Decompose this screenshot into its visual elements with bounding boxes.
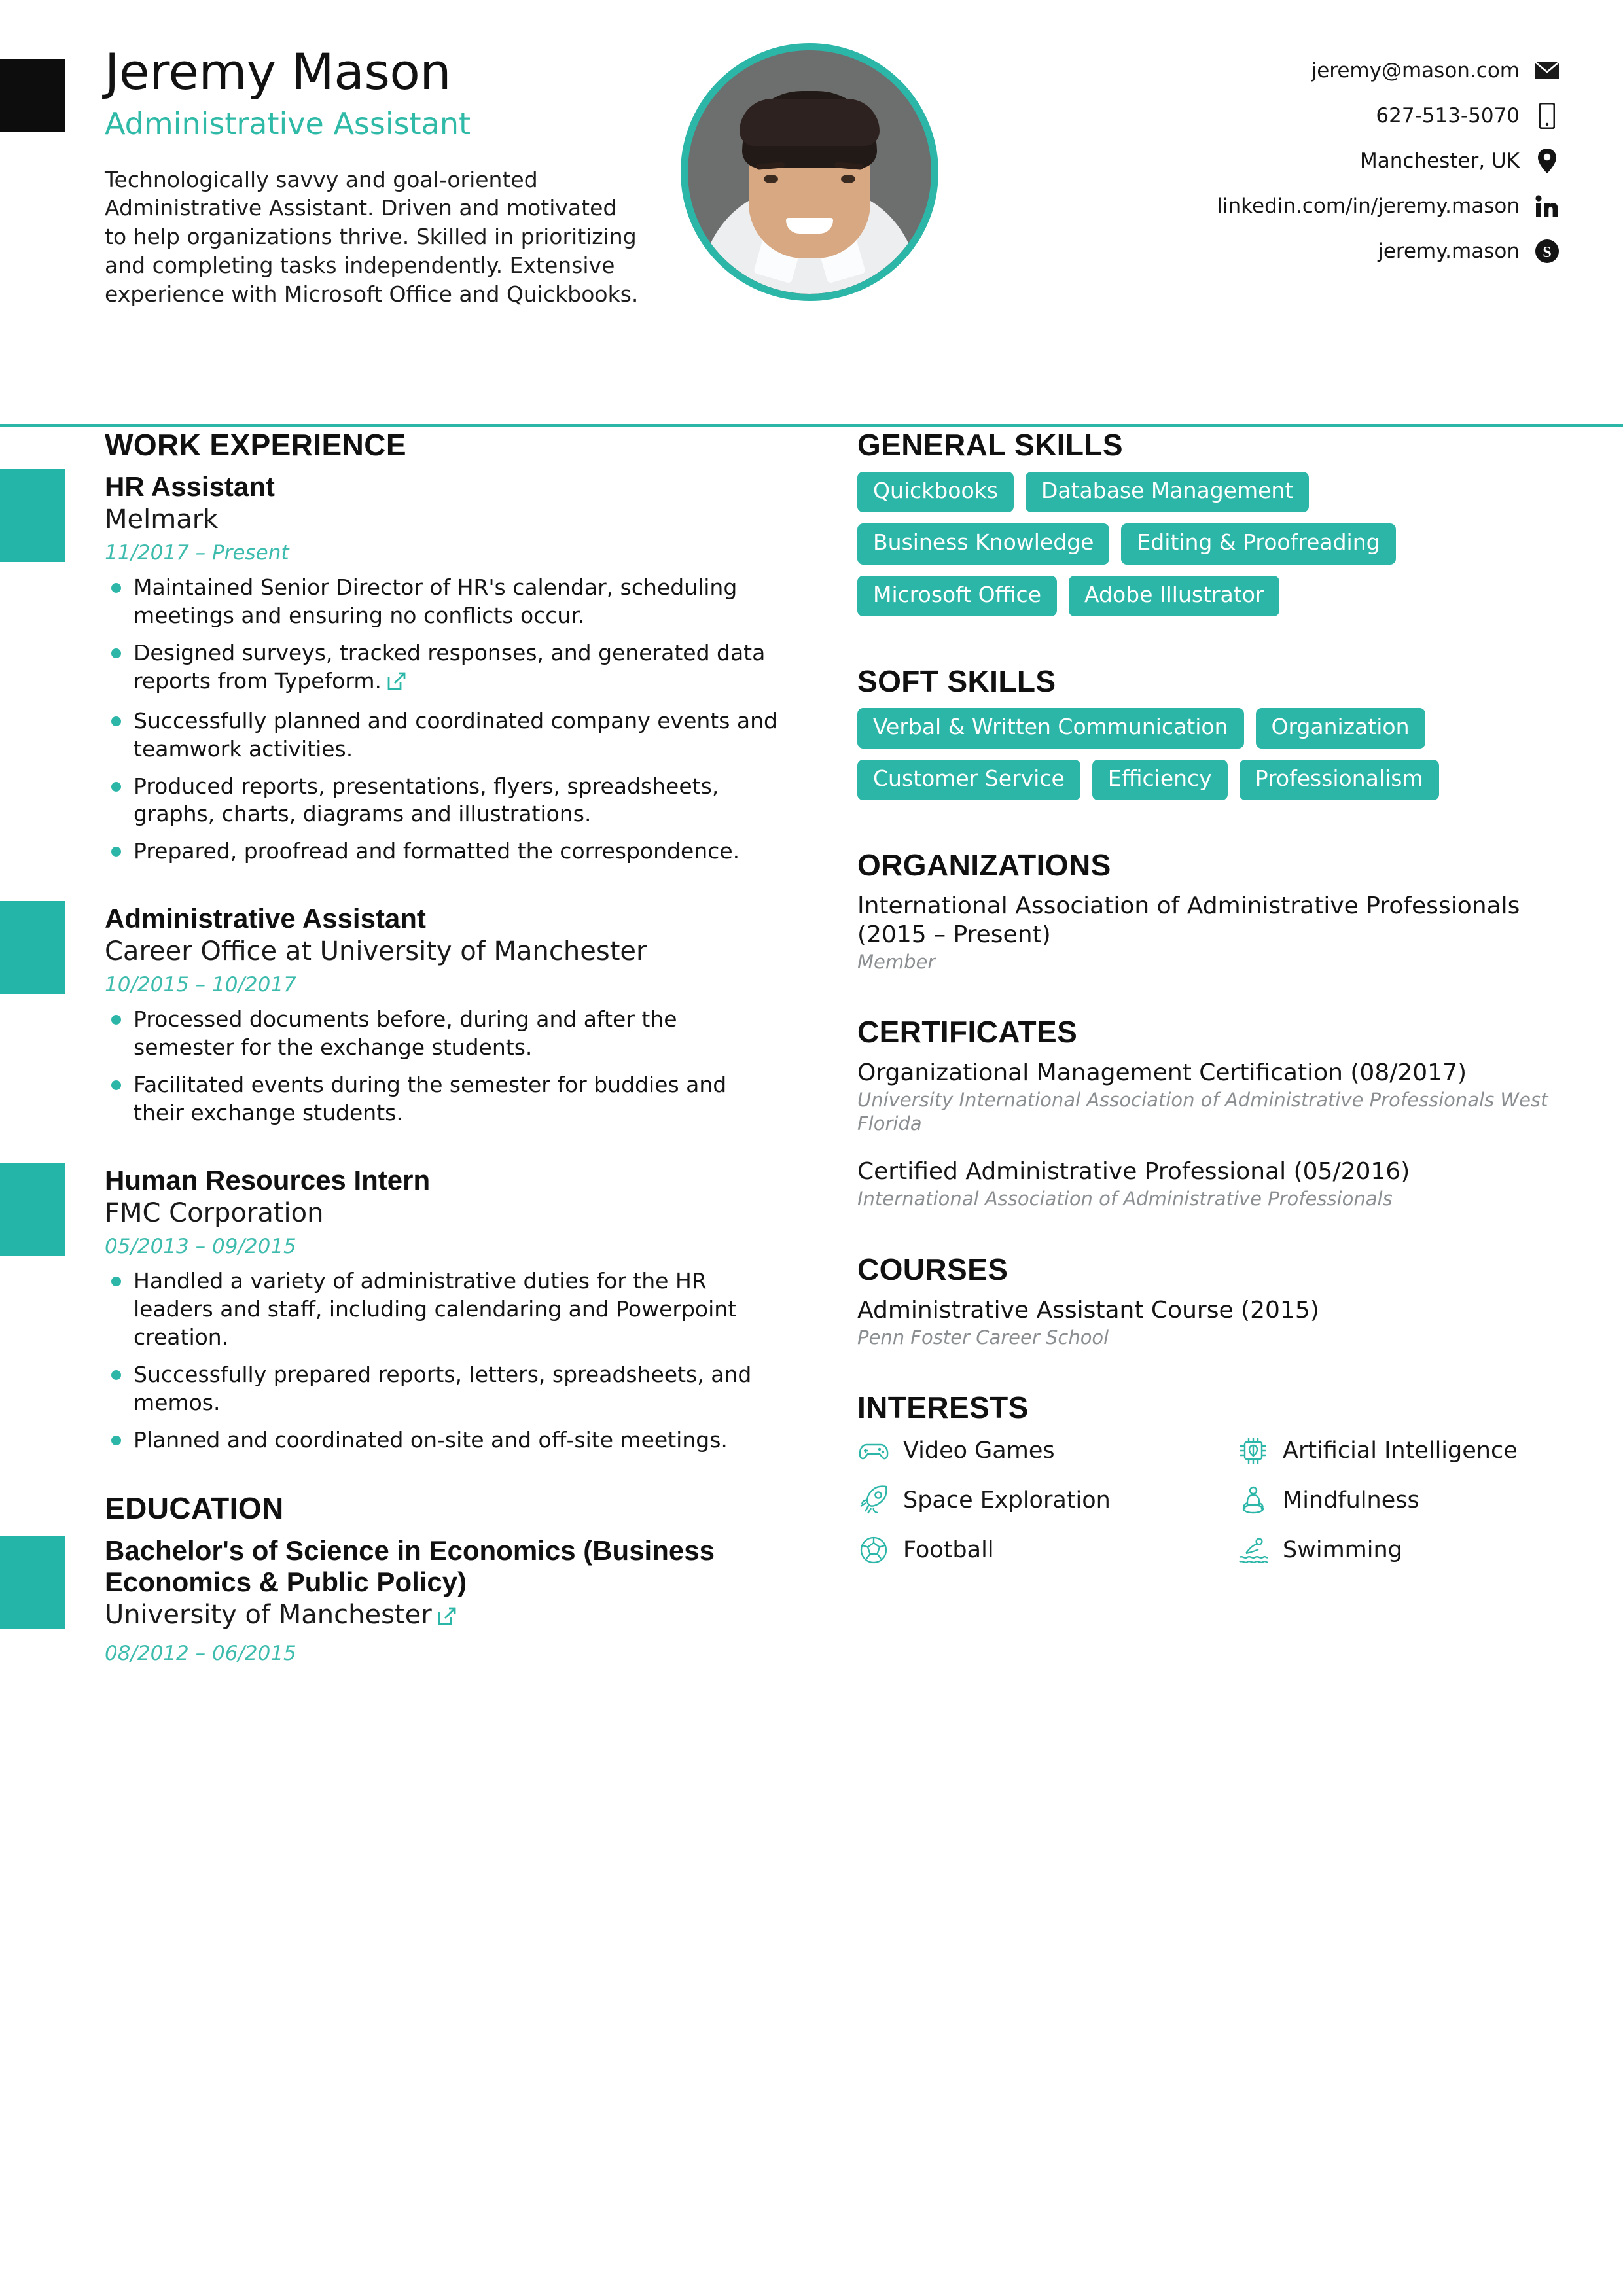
bullet-text: Facilitated events during the semester for buddies and their exchange students. bbox=[134, 1072, 727, 1126]
list-item bbox=[105, 639, 779, 698]
skill-tag[interactable]: Microsoft Office bbox=[857, 576, 1057, 616]
contact-item-email[interactable] bbox=[1217, 56, 1560, 85]
work-entry bbox=[105, 904, 779, 1127]
bullet-text: Successfully planned and coordinated company events and teamwork activities. bbox=[134, 707, 777, 762]
skill-tag[interactable]: Customer Service bbox=[857, 760, 1080, 800]
header-black-tab bbox=[0, 59, 65, 132]
skill-tag[interactable]: Editing & Proofreading bbox=[1121, 523, 1395, 564]
contact-email-text: jeremy@mason.com bbox=[1311, 59, 1520, 82]
contact-list bbox=[1217, 56, 1560, 282]
skill-tag[interactable]: Database Management bbox=[1026, 472, 1309, 512]
skill-tag[interactable]: Professionalism bbox=[1240, 760, 1439, 800]
section-title-courses: COURSES bbox=[857, 1252, 1008, 1286]
course-provider: Penn Foster Career School bbox=[857, 1326, 1109, 1349]
skill-tag[interactable]: Efficiency bbox=[1092, 760, 1228, 800]
work-dates: 10/2015 – 10/2017 bbox=[105, 973, 296, 997]
avatar bbox=[681, 43, 938, 301]
bullet-text: Maintained Senior Director of HR's calendar, scheduling meetings and ensuring no conflicts occur. bbox=[134, 574, 738, 629]
general-skills-tags bbox=[857, 472, 1551, 616]
contact-item-skype[interactable] bbox=[1217, 237, 1560, 266]
envelope-icon bbox=[1534, 58, 1560, 84]
resume-body bbox=[0, 427, 1623, 2296]
work-bullets bbox=[105, 574, 779, 866]
interest-item bbox=[1237, 1484, 1551, 1517]
course-name: Administrative Assistant Course (2015) bbox=[857, 1296, 1319, 1324]
list-item bbox=[105, 1006, 779, 1062]
skill-tag[interactable]: Quickbooks bbox=[857, 472, 1014, 512]
section-title-general-skills: GENERAL SKILLS bbox=[857, 428, 1124, 462]
certificate-issuer: International Association of Administrative Professionals bbox=[857, 1188, 1393, 1210]
education-school-text: University of Manchester bbox=[105, 1599, 432, 1630]
certificate-name: Organizational Management Certification (08/2017) bbox=[857, 1059, 1467, 1087]
education-degree: Bachelor's of Science in Economics (Business Economics & Public Policy) bbox=[105, 1535, 715, 1597]
contact-skype-text: jeremy.mason bbox=[1378, 239, 1520, 263]
certificate-issuer: University International Association of Administrative Professionals West Florida bbox=[857, 1089, 1548, 1135]
contact-item-linkedin[interactable] bbox=[1217, 192, 1560, 221]
contact-item-phone[interactable] bbox=[1217, 101, 1560, 130]
mobile-phone-icon bbox=[1534, 103, 1560, 129]
soft-skills-tags bbox=[857, 708, 1551, 801]
bullet-text: Processed documents before, during and after the semester for the exchange students. bbox=[134, 1006, 677, 1061]
contact-linkedin-text: linkedin.com/in/jeremy.mason bbox=[1217, 194, 1520, 218]
bullet-text: Prepared, proofread and formatted the correspondence. bbox=[134, 838, 740, 864]
certificate-name: Certified Administrative Professional (05/2016) bbox=[857, 1158, 1410, 1186]
interest-item bbox=[1237, 1534, 1551, 1566]
section-title-work-experience: WORK EXPERIENCE bbox=[105, 428, 406, 462]
education-entry bbox=[105, 1535, 779, 1665]
work-dates: 11/2017 – Present bbox=[105, 541, 289, 565]
work-bullets bbox=[105, 1006, 779, 1127]
skill-tag[interactable]: Business Knowledge bbox=[857, 523, 1109, 564]
skill-tag[interactable]: Verbal & Written Communication bbox=[857, 708, 1244, 749]
avatar-image bbox=[688, 50, 931, 294]
list-item bbox=[105, 707, 779, 764]
accent-block bbox=[0, 1163, 65, 1256]
map-pin-icon bbox=[1534, 148, 1560, 174]
section-title-organizations: ORGANIZATIONS bbox=[857, 848, 1111, 883]
list-item bbox=[105, 1426, 779, 1455]
skype-icon bbox=[1534, 238, 1560, 264]
organization-name: International Association of Administrative Professionals (2015 – Present) bbox=[857, 892, 1520, 948]
interest-label: Swimming bbox=[1283, 1537, 1402, 1564]
resume-header bbox=[0, 0, 1623, 425]
work-company: FMC Corporation bbox=[105, 1198, 324, 1229]
skill-tag[interactable]: Adobe Illustrator bbox=[1069, 576, 1279, 616]
skill-tag[interactable]: Organization bbox=[1256, 708, 1425, 749]
gamepad-icon bbox=[857, 1434, 890, 1467]
interest-label: Football bbox=[903, 1537, 994, 1564]
list-item bbox=[105, 773, 779, 829]
header-summary: Technologically savvy and goal-oriented Administrative Assistant. Driven and motivated to help organizations thrive. Skilled in prioritizing and completing tasks independently. Extensive experience with Microsoft Office and Quickbooks. bbox=[105, 166, 639, 308]
certificate-entry bbox=[857, 1059, 1551, 1135]
bullet-text: Handled a variety of administrative duties for the HR leaders and staff, including calendaring and Powerpoint creation. bbox=[134, 1268, 737, 1350]
swimming-icon bbox=[1237, 1534, 1270, 1566]
cpu-brain-icon bbox=[1237, 1434, 1270, 1467]
accent-block bbox=[0, 469, 65, 562]
list-item bbox=[105, 838, 779, 866]
rocket-icon bbox=[857, 1484, 890, 1517]
accent-block bbox=[0, 1536, 65, 1629]
bullet-text: Designed surveys, tracked responses, and generated data reports from Typeform. bbox=[134, 639, 766, 694]
bullet-text: Produced reports, presentations, flyers, spreadsheets, graphs, charts, diagrams and illustrations. bbox=[134, 773, 719, 827]
meditation-icon bbox=[1237, 1484, 1270, 1517]
interest-item bbox=[857, 1534, 1237, 1566]
bullet-text: Successfully prepared reports, letters, spreadsheets, and memos. bbox=[134, 1361, 752, 1415]
work-position: Administrative Assistant bbox=[105, 903, 426, 934]
work-company: Melmark bbox=[105, 504, 219, 535]
education-dates: 08/2012 – 06/2015 bbox=[105, 1641, 296, 1665]
header-job-title: Administrative Assistant bbox=[105, 106, 471, 141]
football-icon bbox=[857, 1534, 890, 1566]
right-column bbox=[857, 427, 1551, 1566]
section-title-education: EDUCATION bbox=[105, 1491, 284, 1526]
interest-item bbox=[1237, 1434, 1551, 1467]
external-link-icon[interactable] bbox=[387, 670, 406, 698]
interest-label: Mindfulness bbox=[1283, 1487, 1419, 1514]
interest-label: Video Games bbox=[903, 1438, 1055, 1464]
interest-label: Space Exploration bbox=[903, 1487, 1111, 1514]
contact-item-location bbox=[1217, 147, 1560, 175]
work-dates: 05/2013 – 09/2015 bbox=[105, 1235, 296, 1259]
course-entry bbox=[857, 1296, 1551, 1350]
header-identity bbox=[105, 43, 648, 309]
svg-text:S: S bbox=[1543, 244, 1552, 261]
list-item bbox=[105, 574, 779, 630]
education-section bbox=[105, 1491, 779, 1665]
contact-phone-text: 627-513-5070 bbox=[1376, 104, 1520, 128]
page-title: Jeremy Mason bbox=[105, 43, 452, 101]
list-item bbox=[105, 1361, 779, 1417]
section-title-interests: INTERESTS bbox=[857, 1390, 1029, 1425]
interest-label: Artificial Intelligence bbox=[1283, 1438, 1518, 1464]
education-school bbox=[105, 1600, 779, 1633]
organization-role: Member bbox=[857, 950, 936, 973]
bullet-text: Planned and coordinated on-site and off-site meetings. bbox=[134, 1426, 728, 1453]
certificate-entry bbox=[857, 1157, 1551, 1211]
section-title-soft-skills: SOFT SKILLS bbox=[857, 663, 1056, 698]
list-item bbox=[105, 1071, 779, 1127]
external-link-icon[interactable] bbox=[437, 1602, 457, 1633]
interest-item bbox=[857, 1434, 1237, 1467]
interests-grid bbox=[857, 1434, 1551, 1566]
work-entry bbox=[105, 472, 779, 866]
list-item bbox=[105, 1267, 779, 1352]
organization-entry bbox=[857, 892, 1551, 974]
work-bullets bbox=[105, 1267, 779, 1454]
work-position: HR Assistant bbox=[105, 471, 275, 502]
interest-item bbox=[857, 1484, 1237, 1517]
work-position: Human Resources Intern bbox=[105, 1164, 431, 1195]
section-title-certificates: CERTIFICATES bbox=[857, 1015, 1078, 1050]
work-entry bbox=[105, 1165, 779, 1455]
linkedin-icon bbox=[1534, 193, 1560, 219]
left-column bbox=[105, 427, 779, 1665]
accent-block bbox=[0, 901, 65, 994]
work-company: Career Office at University of Manchester bbox=[105, 936, 647, 967]
contact-location-text: Manchester, UK bbox=[1359, 149, 1520, 173]
